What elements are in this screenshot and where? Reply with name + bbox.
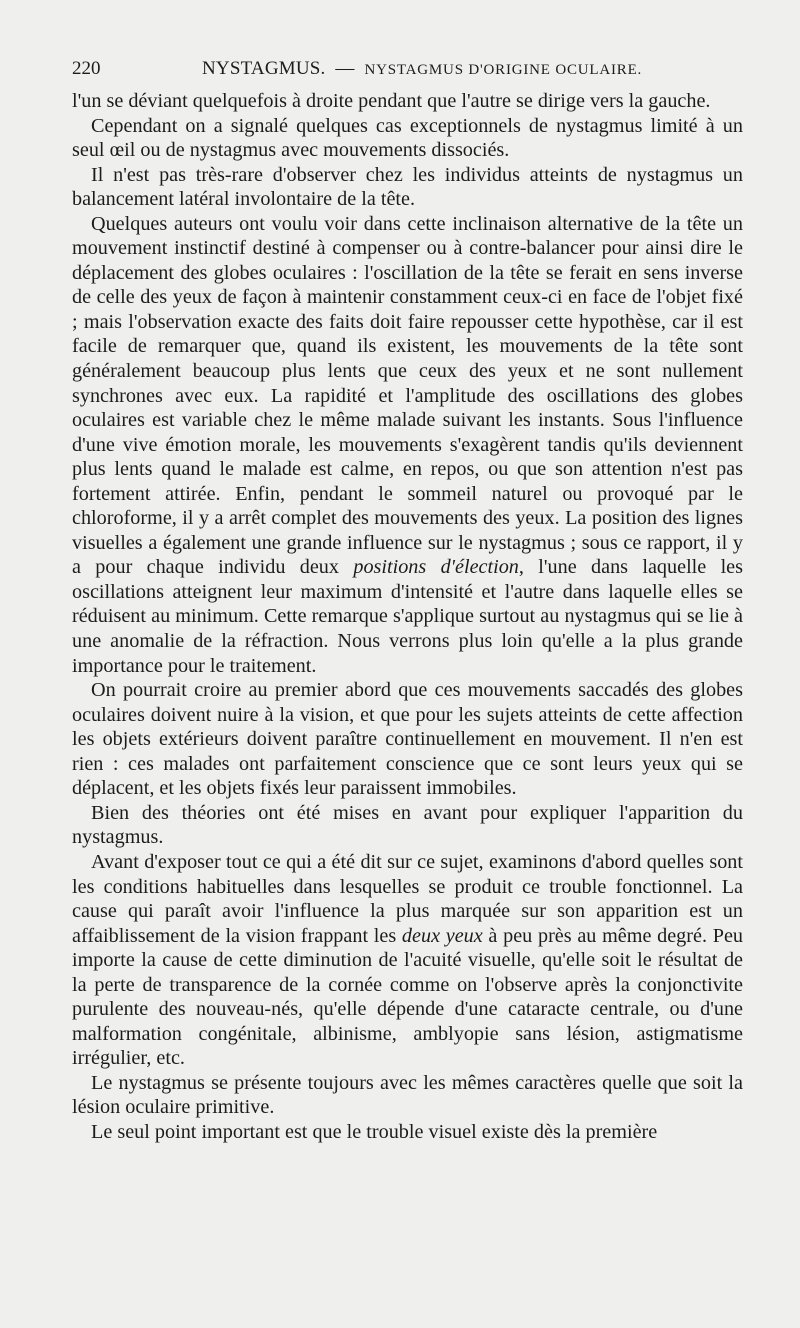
paragraph [72,801,743,850]
paragraph-text: l'un se déviant quelquefois à droite pendant que l'autre se dirige vers la gauche. [72,90,711,112]
paragraph [72,850,743,1071]
paragraph-text-after: à peu près au même degré. Peu importe la cause de cette diminution de l'acuité visuelle, qu'elle soit le résultat de la perte de transparence de la cornée comme on l'observe après la conjonctivite purulente des nouveau-nés, qu'elle dépende d'une cataracte centrale, ou d'une malformation congénitale, albinisme, amblyopie sans lésion, astigmatisme irrégulier, etc. [72,924,743,1070]
paragraph-text: Avant d'exposer tout ce qui a été dit sur ce sujet, examinons d'abord quelles sont les conditions habituelles dans lesquelles se produit ce trouble fonctionnel. La cause qui paraît avoir l'influence la plus marquée sur son apparition est un affaiblissement de la vision frappant les [72,850,743,947]
body-text [72,89,743,1145]
paragraph [72,678,743,801]
paragraph [72,89,743,114]
page-number: 220 [72,58,101,79]
paragraph-text: Il n'est pas très-rare d'observer chez les individus atteints de nystagmus un balancement latéral involontaire de la tête. [72,163,743,211]
paragraph [72,212,743,678]
running-header [72,58,744,82]
paragraph [72,163,743,212]
italic-phrase: positions d'élection [353,556,519,579]
paragraph-text: Cependant on a signalé quelques cas exceptionnels de nystagmus limité à un seul œil ou de nystagmus avec mouvements dissociés. [72,114,743,162]
running-title-main: NYSTAGMUS. [202,58,326,79]
running-title-separator: — [335,58,355,79]
paragraph [72,114,743,163]
paragraph-text: Le nystagmus se présente toujours avec les mêmes caractères quelle que soit la lésion oculaire primitive. [72,1071,743,1119]
paragraph [72,1120,743,1145]
italic-phrase: deux yeux [401,924,483,947]
paragraph-text: On pourrait croire au premier abord que ces mouvements saccadés des globes oculaires doivent nuire à la vision, et que pour les sujets atteints de cette affection les objets extérieurs doivent paraître continuellement en mouvement. Il n'en est rien : ces malades ont parfaitement conscience que ce sont leurs yeux qui se déplacent, et les objets fixés leur paraissent immobiles. [72,679,743,800]
paragraph-text: Le seul point important est que le trouble visuel existe dès la première [91,1120,658,1143]
paragraph [72,1071,743,1120]
paragraph-text: Bien des théories ont été mises en avant pour expliquer l'apparition du nystagmus. [72,801,743,849]
running-title [202,58,642,80]
running-title-sub: NYSTAGMUS D'ORIGINE OCULAIRE. [364,62,643,78]
paragraph-text: Quelques auteurs ont voulu voir dans cette inclinaison alternative de la tête un mouvement instinctif destiné à compenser ou à contre-balancer pour ainsi dire le déplacement des globes oculaires : l'oscillation de la tête se ferait en sens inverse de celle des yeux de façon à maintenir constamment ceux-ci en face de l'objet fixé ; mais l'observation exacte des faits doit faire repousser cette hypothèse, car il est facile de remarquer que, quand ils existent, les mouvements de la tête sont généralement beaucoup plus lents que ceux des yeux et ne sont nullement synchrones avec eux. La rapidité et l'amplitude des oscillations des globes oculaires est variable chez le même malade suivant les instants. Sous l'influence d'une vive émotion morale, les mouvements s'exagèrent tandis qu'ils deviennent plus lents quand le malade est calme, en repos, ou que son attention n'est pas fortement attirée. Enfin, pendant le sommeil naturel ou provoqué par le chloroforme, il y a arrêt complet des mouvements des yeux. La position des lignes visuelles a également une grande influence sur le nystagmus ; sous ce rapport, il y a pour chaque individu deux [72,212,743,579]
paragraph-text-after: , l'une dans laquelle les oscillations atteignent leur maximum d'intensité et l'autre dans laquelle elles se réduisent au minimum. Cette remarque s'applique surtout au nystagmus qui se lie à une anomalie de la réfraction. Nous verrons plus loin qu'elle a la plus grande importance pour le traitement. [72,556,744,677]
